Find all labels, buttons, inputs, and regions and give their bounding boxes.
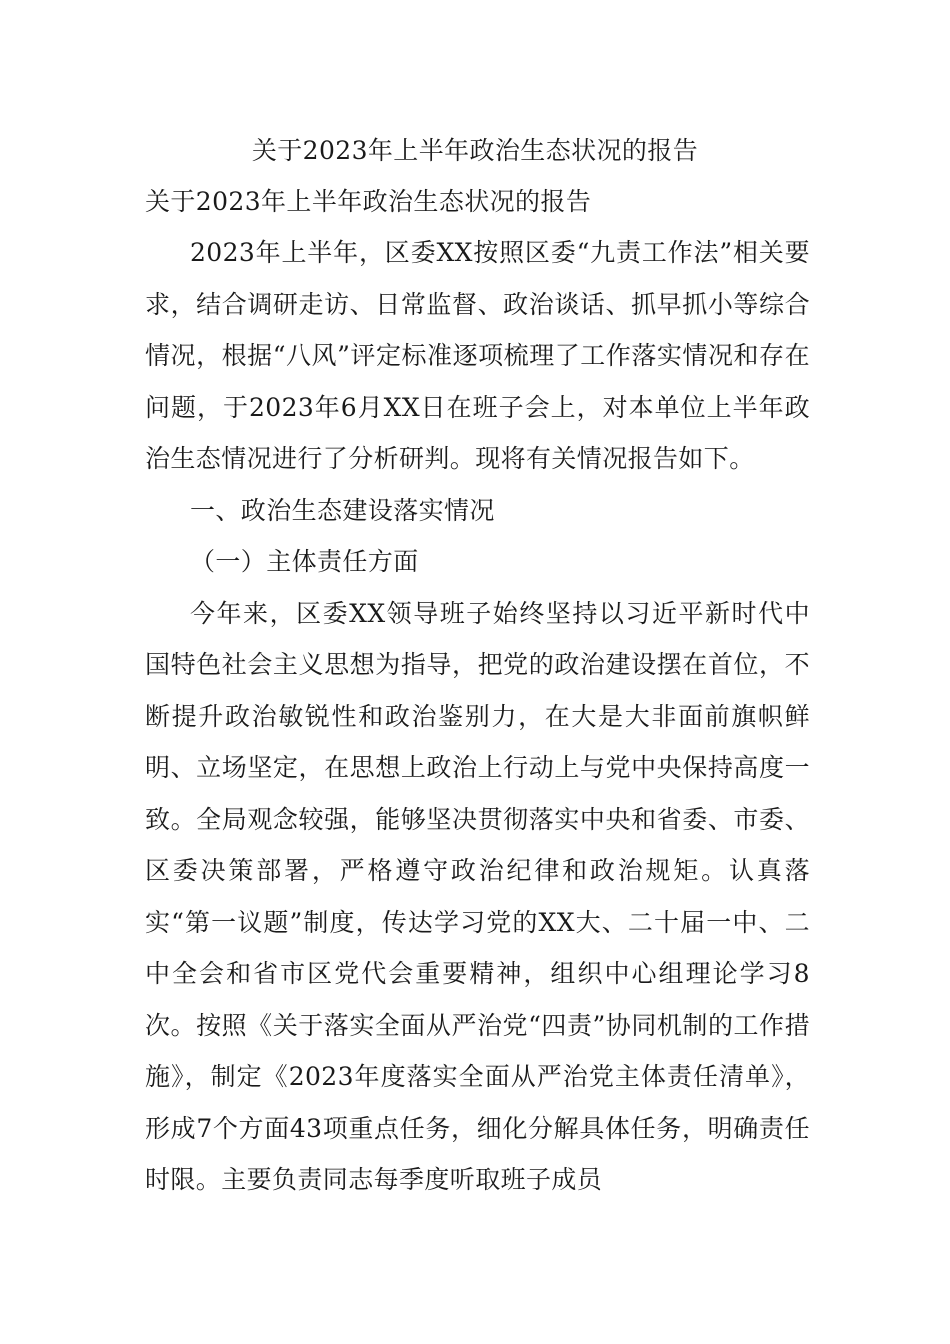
subsection-heading: （一）主体责任方面 bbox=[190, 547, 419, 576]
document-body bbox=[145, 227, 810, 1206]
body-paragraph: 今年来，区委XX领导班子始终坚持以习近平新时代中国特色社会主义思想为指导，把党的政治建设摆在首位，不断提升政治敏锐性和政治鉴别力，在大是大非面前旗帜鲜明、立场坚定，在思想上政治上行动上与党中央保持高度一致。全局观念较强，能够坚决贯彻落实中央和省委、市委、区委决策部署，严格遵守政治纪律和政治规矩。认真落实“第一议题”制度，传达学习党的XX大、二十届一中、二中全会和省市区党代会重要精神，组织中心组理论学习8次。按照《关于落实全面从严治党“四责”协同机制的工作措施》，制定《2023年度落实全面从严治党主体责任清单》，形成7个方面43项重点任务，细化分解具体任务，明确责任时限。主要负责同志每季度听取班子成员 bbox=[145, 598, 810, 1194]
section-heading: 一、政治生态建设落实情况 bbox=[190, 495, 495, 525]
document-subtitle: 关于2023年上半年政治生态状况的报告 bbox=[145, 187, 592, 216]
document-title: 关于2023年上半年政治生态状况的报告 bbox=[251, 136, 699, 165]
intro-paragraph: 2023年上半年，区委XX按照区委“九责工作法”相关要求，结合调研走访、日常监督、政治谈话、抓早抓小等综合情况，根据“八风”评定标准逐项梳理了工作落实情况和存在问题，于2023年6月XX日在班子会上，对本单位上半年政治生态情况进行了分析研判。现将有关情况报告如下。 bbox=[145, 238, 810, 473]
